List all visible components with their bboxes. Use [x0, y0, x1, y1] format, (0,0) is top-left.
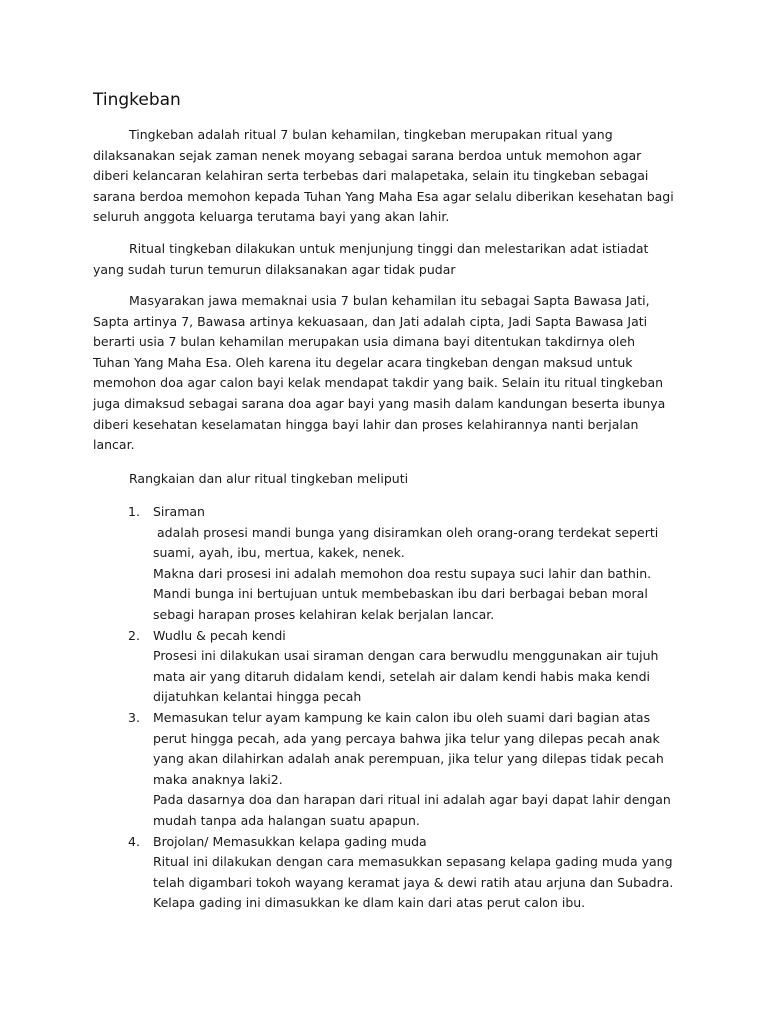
- text-line: Sapta artinya 7, Bawasa artinya kekuasaan, dan Jati adalah cipta, Jadi Sapta Bawasa Jati: [93, 313, 648, 329]
- text-line: adalah prosesi mandi bunga yang disiramkan oleh orang-orang terdekat seperti: [153, 524, 659, 540]
- text-line: Masyarakan jawa memaknai usia 7 bulan kehamilan itu sebagai Sapta Bawasa Jati,: [129, 293, 650, 308]
- text-line: mudah tanpa ada halangan suatu apapun.: [153, 812, 420, 828]
- text-line: mata air yang ditaruh didalam kendi, setelah air dalam kendi habis maka kendi: [153, 668, 650, 684]
- text-line: Tuhan Yang Maha Esa. Oleh karena itu degelar acara tingkeban dengan maksud untuk: [93, 354, 633, 370]
- text-line: Tingkeban adalah ritual 7 bulan kehamilan, tingkeban merupakan ritual yang: [129, 127, 613, 142]
- text-line: lancar.: [93, 437, 135, 453]
- text-line: Makna dari prosesi ini adalah memohon doa restu supaya suci lahir dan bathin.: [153, 565, 652, 581]
- list-number: 1.: [128, 504, 140, 519]
- text-line: suami, ayah, ibu, mertua, kakek, nenek.: [153, 545, 405, 561]
- list-item-heading: Memasukan telur ayam kampung ke kain calon ibu oleh suami dari bagian atas: [153, 709, 651, 725]
- text-line: Pada dasarnya doa dan harapan dari ritual ini adalah agar bayi dapat lahir dengan: [153, 792, 671, 808]
- text-line: seluruh anggota keluarga terutama bayi yang akan lahir.: [93, 209, 450, 225]
- text-line: Mandi bunga ini bertujuan untuk membebaskan ibu dari berbagai beban moral: [153, 586, 648, 602]
- list-item-telur: [93, 708, 693, 832]
- text-line: berarti usia 7 bulan kehamilan merupakan usia dimana bayi ditentukan takdirnya oleh: [93, 334, 636, 350]
- text-line: yang akan dilahirkan adalah anak perempuan, jika telur yang dilepas tidak pecah: [153, 751, 664, 767]
- page-title: Tingkeban: [93, 90, 181, 110]
- list-item-wudlu: [93, 626, 693, 708]
- list-number: 2.: [128, 627, 140, 643]
- ritual-steps-list: [93, 502, 693, 914]
- text-line: Kelapa gading ini dimasukkan ke dlam kain dari atas perut calon ibu.: [153, 895, 586, 911]
- text-line: memohon doa agar calon bayi kelak mendapat takdir yang baik. Selain itu ritual tingkeban: [93, 375, 664, 391]
- text-line: juga dimaksud sebagai sarana doa agar bayi yang masih dalam kandungan beserta ibunya: [93, 395, 666, 411]
- text-line: telah digambari tokoh wayang keramat jaya & dewi ratih atau arjuna dan Subadra.: [153, 874, 674, 890]
- text-line: maka anaknya laki2.: [153, 771, 283, 787]
- text-line: Rangkaian dan alur ritual tingkeban meliputi: [129, 471, 409, 486]
- text-line: diberi kelancaran kelahiran serta terbebas dari malapetaka, selain itu tingkeban sebagai: [93, 168, 649, 184]
- text-line: diberi kesehatan keselamatan hingga bayi lahir dan proses kelahirannya nanti berjalan: [93, 416, 639, 432]
- text-line: Prosesi ini dilakukan usai siraman dengan cara berwudlu menggunakan air tujuh: [153, 648, 659, 664]
- text-line: dijatuhkan kelantai hingga pecah: [153, 689, 362, 705]
- list-number: 4.: [128, 833, 140, 849]
- paragraph-meaning: [93, 291, 683, 456]
- list-number: 3.: [128, 709, 140, 725]
- text-line: dilaksanakan sejak zaman nenek moyang sebagai sarana berdoa untuk memohon agar: [93, 147, 642, 163]
- text-line: Ritual tingkeban dilakukan untuk menjunjung tinggi dan melestarikan adat istiadat: [129, 241, 649, 256]
- list-item-heading: Brojolan/ Memasukkan kelapa gading muda: [153, 833, 427, 849]
- paragraph-list-intro: [93, 469, 683, 490]
- text-line: sebagi harapan proses kelahiran kelak berjalan lancar.: [153, 606, 495, 622]
- text-line: Ritual ini dilakukan dengan cara memasukkan sepasang kelapa gading muda yang: [153, 854, 673, 870]
- paragraph-purpose: [93, 239, 683, 280]
- list-item-siraman: [93, 502, 693, 626]
- list-item-heading: Siraman: [153, 504, 205, 519]
- text-line: yang sudah turun temurun dilaksanakan agar tidak pudar: [93, 261, 456, 277]
- list-item-heading: Wudlu & pecah kendi: [153, 627, 286, 643]
- text-line: perut hingga pecah, ada yang percaya bahwa jika telur yang dilepas pecah anak: [153, 730, 660, 746]
- paragraph-intro: [93, 125, 683, 228]
- text-line: sarana berdoa memohon kepada Tuhan Yang Maha Esa agar selalu diberikan kesehatan bagi: [93, 188, 674, 204]
- list-item-brojolan: [93, 832, 693, 914]
